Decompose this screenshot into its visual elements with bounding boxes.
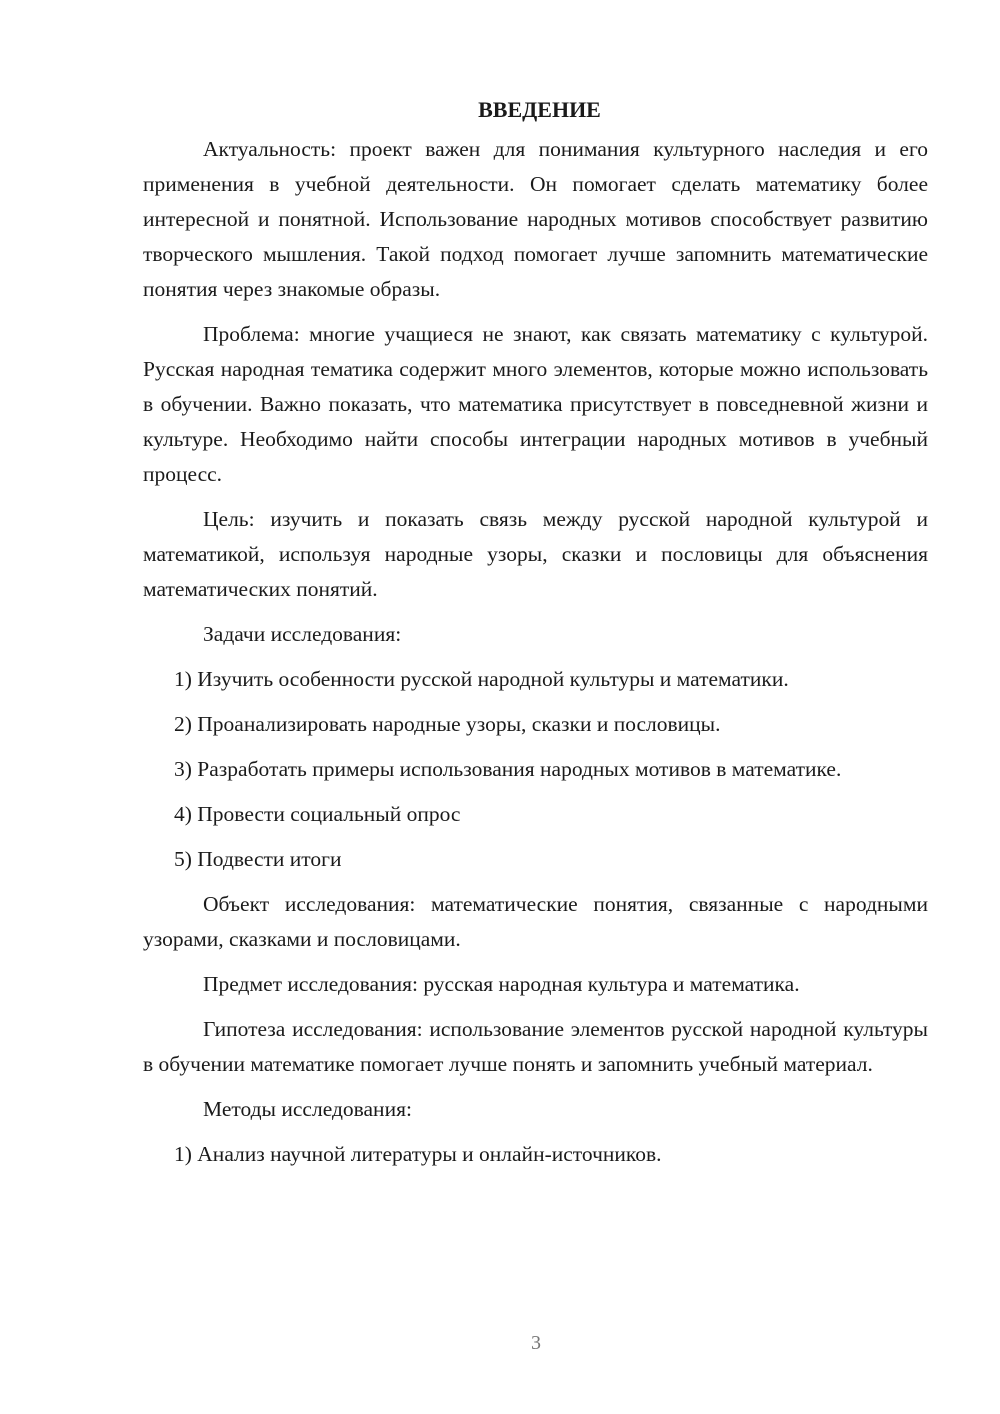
tasks-heading: Задачи исследования: bbox=[203, 622, 402, 646]
problem-paragraph: Проблема: многие учащиеся не знают, как связать математику с культурой. Русская народная тематика содержит много элементов, которые можно использовать в обучении. Важно показать, что математика присутствует в повседневной жизни и культуре. Необходимо найти способы интеграции народных мотивов в учебный процесс. bbox=[143, 322, 928, 486]
task-item: 3) Разработать примеры использования народных мотивов в математике. bbox=[174, 757, 842, 781]
task-item: 2) Проанализировать народные узоры, сказки и пословицы. bbox=[174, 712, 721, 736]
task-item: 5) Подвести итоги bbox=[174, 847, 342, 871]
task-item: 4) Провести социальный опрос bbox=[174, 802, 461, 826]
section-title: ВВЕДЕНИЕ bbox=[478, 97, 601, 122]
task-item: 1) Изучить особенности русской народной культуры и математики. bbox=[174, 667, 789, 691]
hypothesis-paragraph: Гипотеза исследования: использование элементов русской народной культуры в обучении математике помогает лучше понять и запомнить учебный материал. bbox=[143, 1017, 928, 1076]
page-number: 3 bbox=[531, 1332, 541, 1354]
methods-heading: Методы исследования: bbox=[203, 1097, 412, 1121]
object-paragraph: Объект исследования: математические понятия, связанные с народными узорами, сказками и пословицами. bbox=[143, 892, 928, 951]
goal-paragraph: Цель: изучить и показать связь между русской народной культурой и математикой, используя народные узоры, сказки и пословицы для объяснения математических понятий. bbox=[143, 507, 928, 601]
document-page bbox=[143, 88, 928, 1182]
method-item: 1) Анализ научной литературы и онлайн-источников. bbox=[174, 1142, 662, 1166]
relevance-paragraph: Актуальность: проект важен для понимания культурного наследия и его применения в учебной деятельности. Он помогает сделать математику более интересной и понятной. Использование народных мотивов способствует развитию творческого мышления. Такой подход помогает лучше запомнить математические понятия через знакомые образы. bbox=[143, 137, 928, 301]
subject-paragraph: Предмет исследования: русская народная культура и математика. bbox=[203, 972, 800, 996]
